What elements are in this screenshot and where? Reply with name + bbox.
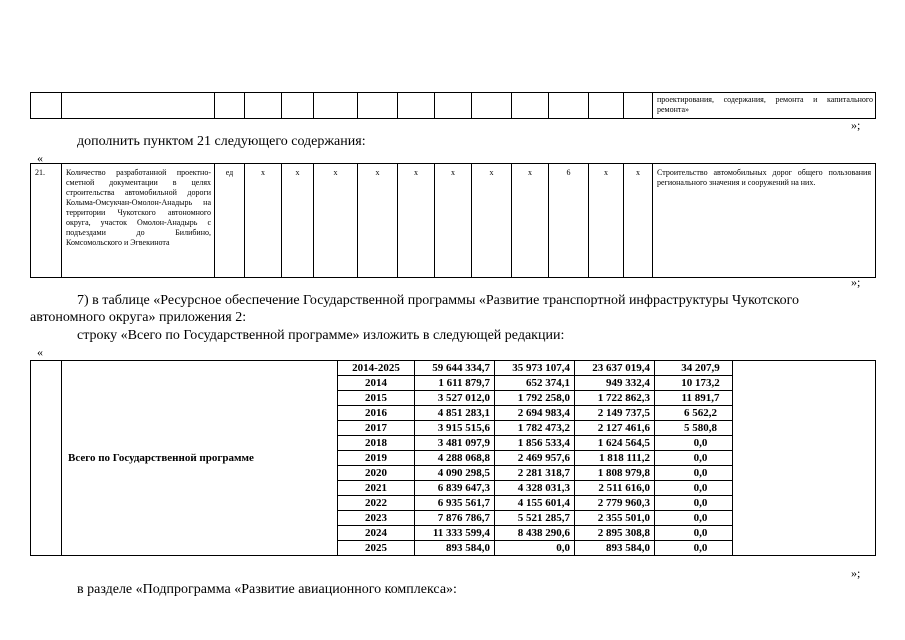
cell-c3: 0,0	[655, 481, 733, 496]
cell-c2: 2 779 960,3	[575, 496, 655, 511]
cell-period: 2021	[338, 481, 415, 496]
cell-total: 7 876 786,7	[415, 511, 495, 526]
item-mark: х	[398, 164, 435, 278]
cell-c1: 1 856 533,4	[495, 436, 575, 451]
cell-c3: 34 207,9	[655, 361, 733, 376]
cell-c3: 0,0	[655, 511, 733, 526]
cell-period: 2022	[338, 496, 415, 511]
cell-total: 11 333 599,4	[415, 526, 495, 541]
cell-c3: 6 562,2	[655, 406, 733, 421]
cell-c1: 5 521 285,7	[495, 511, 575, 526]
cell-c2: 2 355 501,0	[575, 511, 655, 526]
item-mark: х	[282, 164, 314, 278]
cell-c2: 2 127 461,6	[575, 421, 655, 436]
cell-period: 2018	[338, 436, 415, 451]
cell-c3: 10 173,2	[655, 376, 733, 391]
top-table-last-cell: проектирования, содержания, ремонта и капитального ремонта»	[653, 93, 876, 119]
cell-c2: 1 818 111,2	[575, 451, 655, 466]
cell-total: 4 288 068,8	[415, 451, 495, 466]
close-quote: »;	[851, 275, 861, 289]
cell-c3: 5 580,8	[655, 421, 733, 436]
item-mark: х	[589, 164, 624, 278]
cell-period: 2014	[338, 376, 415, 391]
cell-total: 4 090 298,5	[415, 466, 495, 481]
close-quote: »;	[851, 566, 861, 580]
item-mark: х	[624, 164, 653, 278]
paragraph-replace-row: строку «Всего по Государственной программе» изложить в следующей редакции:	[77, 328, 565, 343]
item-mark: х	[435, 164, 472, 278]
empty-cell	[733, 361, 876, 556]
cell-period: 2017	[338, 421, 415, 436]
cell-total: 1 611 879,7	[415, 376, 495, 391]
cell-total: 4 851 283,1	[415, 406, 495, 421]
cell-c2: 1 624 564,5	[575, 436, 655, 451]
cell-c3: 0,0	[655, 541, 733, 556]
cell-period: 2019	[338, 451, 415, 466]
cell-c3: 0,0	[655, 496, 733, 511]
cell-c1: 1 792 258,0	[495, 391, 575, 406]
cell-period: 2015	[338, 391, 415, 406]
item-21-table	[30, 163, 876, 278]
top-table-fragment	[30, 92, 876, 119]
item-mark: х	[245, 164, 282, 278]
cell-period: 2023	[338, 511, 415, 526]
cell-c1: 8 438 290,6	[495, 526, 575, 541]
cell-total: 3 527 012,0	[415, 391, 495, 406]
cell-c2: 2 511 616,0	[575, 481, 655, 496]
cell-c1: 4 155 601,4	[495, 496, 575, 511]
cell-c1: 1 782 473,2	[495, 421, 575, 436]
cell-period: 2024	[338, 526, 415, 541]
program-total-label: Всего по Государственной программе	[62, 361, 338, 556]
paragraph-aviation-section: в разделе «Подпрограмма «Развитие авиационного комплекса»:	[77, 582, 457, 597]
paragraph-add-item-21: дополнить пунктом 21 следующего содержания:	[77, 134, 366, 149]
resource-table	[30, 360, 876, 556]
cell-c3: 11 891,7	[655, 391, 733, 406]
cell-c2: 949 332,4	[575, 376, 655, 391]
item-mark: х	[512, 164, 549, 278]
table-row	[31, 93, 876, 119]
cell-c3: 0,0	[655, 526, 733, 541]
cell-total: 3 915 515,6	[415, 421, 495, 436]
cell-c1: 0,0	[495, 541, 575, 556]
cell-c3: 0,0	[655, 466, 733, 481]
cell-c2: 2 895 308,8	[575, 526, 655, 541]
cell-total: 6 839 647,3	[415, 481, 495, 496]
cell-total: 3 481 097,9	[415, 436, 495, 451]
cell-c1: 4 328 031,3	[495, 481, 575, 496]
cell-total: 59 644 334,7	[415, 361, 495, 376]
cell-c2: 23 637 019,4	[575, 361, 655, 376]
item-unit: ед	[215, 164, 245, 278]
table-row	[31, 361, 876, 376]
cell-c1: 2 281 318,7	[495, 466, 575, 481]
cell-period: 2025	[338, 541, 415, 556]
item-mark: х	[314, 164, 358, 278]
open-quote: «	[37, 151, 43, 165]
item-mark: х	[472, 164, 512, 278]
cell-c1: 652 374,1	[495, 376, 575, 391]
item-description: Строительство автомобильных дорог общего пользования регионального значения и сооружений на них.	[653, 164, 876, 278]
cell-c3: 0,0	[655, 451, 733, 466]
cell-c2: 893 584,0	[575, 541, 655, 556]
close-quote: »;	[851, 118, 861, 132]
cell-c2: 2 149 737,5	[575, 406, 655, 421]
cell-total: 6 935 561,7	[415, 496, 495, 511]
item-name: Количество разработанной проектно-сметной документации в целях строительства автомобильной дороги Колыма-Омсукчан-Омолон-Анадырь на территории Чукотского автономного округа, участок Омолон-Анадырь с подъездами до Билибино, Комсомольского и Эгвекинота	[62, 164, 215, 278]
cell-c2: 1 808 979,8	[575, 466, 655, 481]
cell-c1: 35 973 107,4	[495, 361, 575, 376]
item-number: 21.	[31, 164, 62, 278]
item-mark: 6	[549, 164, 589, 278]
cell-total: 893 584,0	[415, 541, 495, 556]
empty-cell	[31, 361, 62, 556]
paragraph-resource-table: 7) в таблице «Ресурсное обеспечение Государственной программы «Развитие транспортной инфраструктуры Чукотского автономного округа» приложения 2:	[30, 293, 799, 325]
cell-period: 2014-2025	[338, 361, 415, 376]
cell-c2: 1 722 862,3	[575, 391, 655, 406]
cell-c1: 2 694 983,4	[495, 406, 575, 421]
cell-c1: 2 469 957,6	[495, 451, 575, 466]
item-mark: х	[358, 164, 398, 278]
cell-c3: 0,0	[655, 436, 733, 451]
cell-period: 2016	[338, 406, 415, 421]
cell-period: 2020	[338, 466, 415, 481]
table-row	[31, 164, 876, 278]
open-quote: «	[37, 345, 43, 359]
